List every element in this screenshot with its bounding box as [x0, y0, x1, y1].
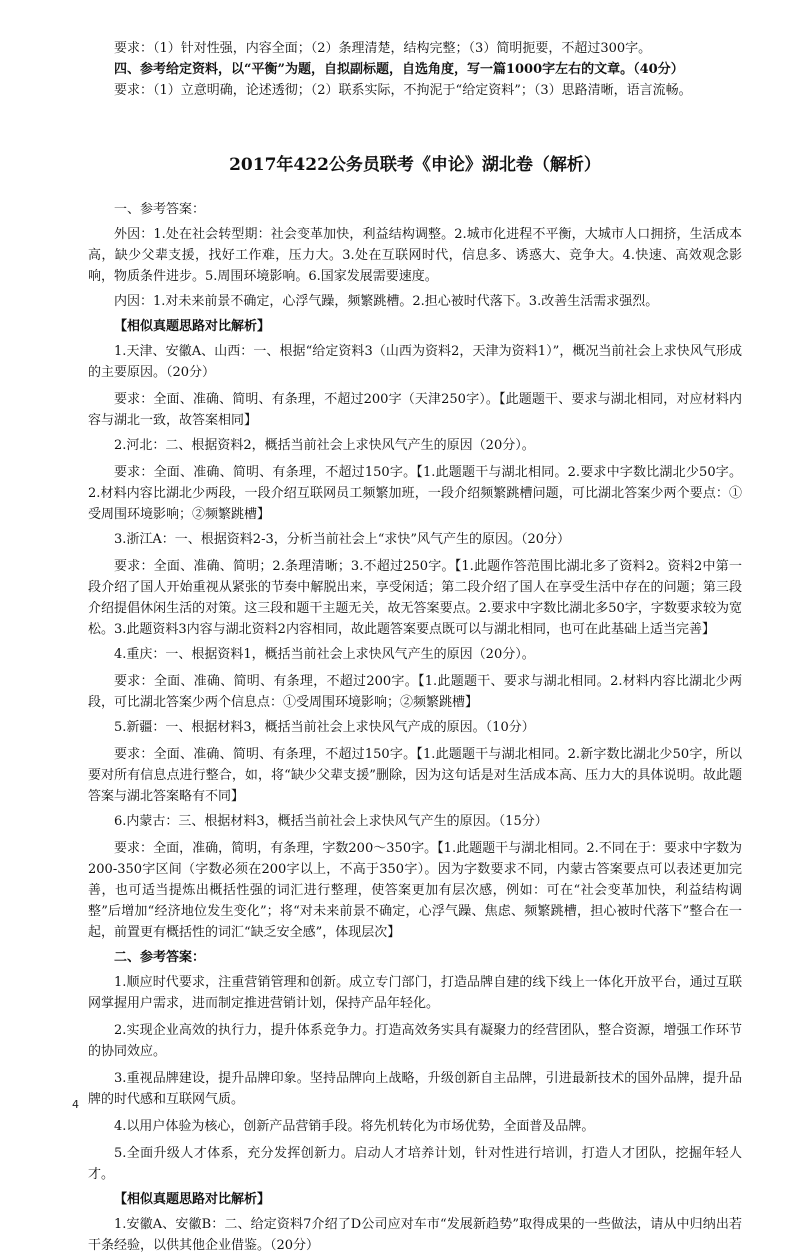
- comparison-item: 3.浙江A：一、根据资料2-3，分析当前社会上“求快”风气产生的原因。（20分）: [114, 532, 571, 547]
- answer-point: 2.实现企业高效的执行力，提升体系竞争力。打造高效务实具有凝聚力的经营团队，整合资源，增强工作环节的协同效应。: [88, 1023, 742, 1059]
- comparison-item: 5.新疆：一、根据材料3，概括当前社会上求快风气产成的原因。（10分）: [114, 720, 535, 735]
- comparison-item: 要求：全面，准确，简明，有条理，字数200～350字。【1.此题题干与湖北相同。2.不同在于：要求中字数为200-350字区间（字数必须在200字以上，不高于350字）。因为字数要求不同，内蒙古答案要点可以表述更加完善，也可适当提炼出概括性强的词汇进行整理，使答案更加有层次感，例如：可在“社会变革加快，利益结构调整”后增加“经济地位发生变化”；将“对未来前景不确定，心浮气躁、焦虑、频繁跳槽，担心被时代落下”整合在一起，前置更有概括性的词汇“缺乏安全感”，体现层次】: [88, 841, 742, 940]
- comparison-item: 要求：全面、准确、简明、有条理，不超过150字。【1.此题题干与湖北相同。2.要求中字数比湖北少50字。2.材料内容比湖北少两段，一段介绍互联网员工频繁加班，一段介绍频繁跳槽问题，可比湖北答案少两个要点：①受周围环境影响；②频繁跳槽】: [88, 465, 742, 522]
- comparison-heading: 【相似真题思路对比解析】: [114, 319, 271, 334]
- comparison-item: 6.内蒙古：三、根据材料3，概括当前社会上求快风气产生的原因。（15分）: [114, 814, 548, 829]
- answer-point: 4.以用户体验为核心，创新产品营销手段。将先机转化为市场优势，全面普及品牌。: [114, 1119, 595, 1134]
- comparison-item: 要求：全面、准确、简明、有条理，不超过200字。【1.此题题干、要求与湖北相同。2.材料内容比湖北少两段，可比湖北答案少两个信息点：①受周围环境影响；②频繁跳槽】: [88, 674, 742, 710]
- comparison-item: 要求：全面、准确、简明、有条理，不超过150字。【1.此题题干与湖北相同。2.新字数比湖北少50字，所以要对所有信息点进行整合，如，将“缺少父辈支援”删除，因为这句话是对生活成本高、压力大的具体说明。故此题答案与湖北答案略有不同】: [88, 747, 742, 804]
- requirement-paragraph: 要求：（1）针对性强，内容全面；（2）条理清楚，结构完整；（3）简明扼要，不超过300字。: [114, 41, 652, 56]
- answer-point: 3.重视品牌建设，提升品牌印象。坚持品牌向上战略，升级创新自主品牌，引进最新技术的国外品牌，提升品牌的时代感和互联网气质。: [88, 1071, 742, 1107]
- comparison-item: 2.河北：二、根据资料2，概括当前社会上求快风气产生的原因（20分）。: [114, 438, 535, 453]
- comparison-item: 1.安徽A、安徽B：二、给定资料7介绍了D公司应对车市“发展新趋势”取得成果的一些做法，请从中归纳出若干条经验，以供其他企业借鉴。（20分）: [88, 1217, 742, 1253]
- answer-outer-causes: 外因：1.处在社会转型期：社会变革加快，利益结构调整。2.城市化进程不平衡，大城市人口拥挤，生活成本高，缺少父辈支援，找好工作难，压力大。3.处在互联网时代，信息多、诱惑大、竞争大。4.快速、高效观念影响，物质条件进步。5.周围环境影响。6.国家发展需要速度。: [88, 227, 742, 284]
- comparison-item: 4.重庆：一、根据资料1，概括当前社会上求快风气产生的原因（20分）。: [114, 647, 535, 662]
- comparison-item: 要求：全面、准确、简明；2.条理清晰；3.不超过250字。【1.此题作答范围比湖北多了资料2。资料2中第一段介绍了国人开始重视从紧张的节奏中解脱出来，享受闲适；第二段介绍了国人在享受生活中存在的问题；第三段介绍提倡休闲生活的对策。这三段和题干主题无关，故无答案要点。2.要求中字数比湖北多50字，字数要求较为宽松。3.此题资料3内容与湖北资料2内容相同，故此题答案要点既可以与湖北相同，也可在此基础上适当完善】: [88, 559, 742, 637]
- question-four: 四、参考给定资料，以“平衡”为题，自拟副标题，自选角度，写一篇1000字左右的文章。（40分）: [114, 62, 684, 77]
- answer-point: 1.顺应时代要求，注重营销管理和创新。成立专门部门，打造品牌自建的线下线上一体化开放平台，通过互联网掌握用户需求，进而制定推进营销计划，保持产品年轻化。: [88, 975, 742, 1011]
- section-heading: 一、参考答案：: [114, 202, 206, 217]
- page-number: 4: [72, 1098, 79, 1111]
- section-heading: 二、参考答案：: [114, 950, 206, 965]
- answer-inner-causes: 内因：1.对未来前景不确定，心浮气躁，频繁跳槽。2.担心被时代落下。3.改善生活需求强烈。: [114, 294, 659, 309]
- document-title: 2017年422公务员联考《申论》湖北卷（解析）: [229, 155, 601, 175]
- comparison-item: 要求：全面、准确、简明、有条理，不超过200字（天津250字）。【此题题干、要求与湖北相同，对应材料内容与湖北一致，故答案相同】: [88, 392, 742, 428]
- requirement-paragraph: 要求：（1）立意明确，论述透彻；（2）联系实际，不拘泥于“给定资料”；（3）思路清晰，语言流畅。: [114, 83, 692, 98]
- comparison-heading: 【相似真题思路对比解析】: [114, 1192, 271, 1207]
- comparison-item: 1.天津、安徽A、山西：一、根据“给定资料3（山西为资料2，天津为资料1）”，概况当前社会上求快风气形成的主要原因。（20分）: [88, 344, 742, 380]
- answer-point: 5.全面升级人才体系，充分发挥创新力。启动人才培养计划，针对性进行培训，打造人才团队，挖掘年轻人才。: [88, 1146, 742, 1182]
